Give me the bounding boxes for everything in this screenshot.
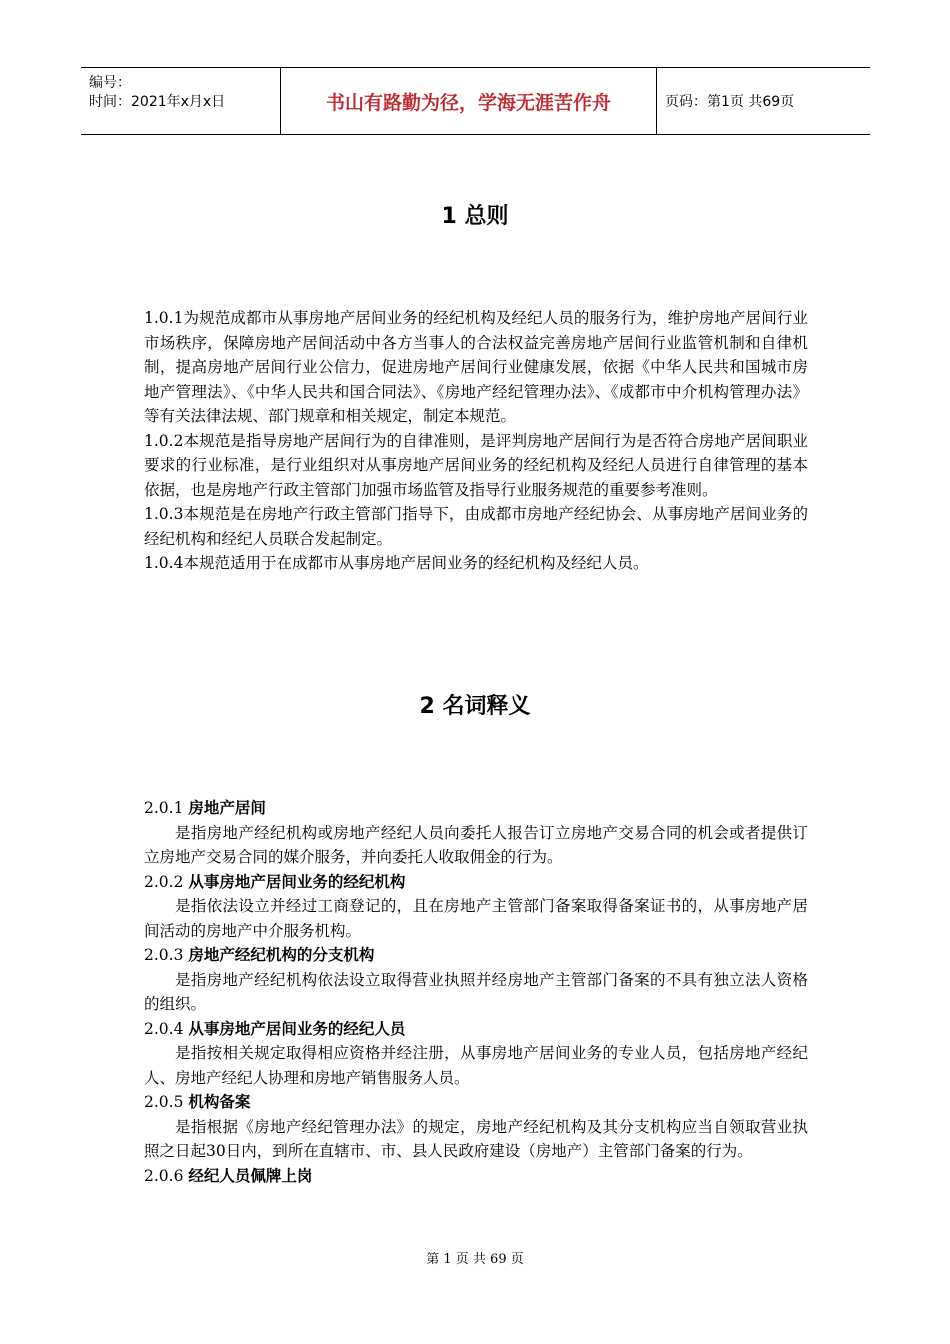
term-number: 2.0.6 xyxy=(144,1166,184,1185)
term-number: 2.0.3 xyxy=(144,946,184,964)
term-number: 2.0.5 xyxy=(144,1093,184,1111)
header-meta xyxy=(81,68,281,134)
section-title-2: 2 名词释义 xyxy=(419,694,531,719)
term-name: 从事房地产居间业务的经纪机构 xyxy=(188,872,406,891)
term-heading xyxy=(144,1164,808,1189)
page-footer: 第 1 页 共 69 页 xyxy=(426,1252,524,1267)
time-label: 时间：2021年x月x日 xyxy=(89,94,226,110)
term-heading xyxy=(144,1090,808,1115)
paragraph-1-0-1: 1.0.1为规范成都市从事房地产居间业务的经纪机构及经纪人员的服务行为，维护房地产居间行业市场秩序，保障房地产居间活动中各方当事人的合法权益完善房地产居间行业监管机制和自律机制，提高房地产居间行业公信力，促进房地产居间行业健康发展，依据《中华人民共和国城市房地产管理法》、《中华人民共和国合同法》、《房地产经纪管理办法》、《成都市中介机构管理办法》等有关法律法规、部门规章和相关规定，制定本规范。 xyxy=(144,309,808,425)
section-title-1: 1 总则 xyxy=(441,204,509,229)
term-heading xyxy=(144,943,808,968)
term-name: 房地产经纪机构的分支机构 xyxy=(188,946,375,964)
section-1-body xyxy=(144,306,808,576)
header-page-label: 页码：第1页 共69页 xyxy=(665,94,795,110)
term-definition: 是指房地产经纪机构或房地产经纪人员向委托人报告订立房地产交易合同的机会或者提供订立房地产交易合同的媒介服务，并向委托人收取佣金的行为。 xyxy=(144,823,808,866)
term-heading xyxy=(144,1017,808,1042)
paragraph-1-0-3: 1.0.3本规范是在房地产行政主管部门指导下，由成都市房地产经纪协会、从事房地产居间业务的经纪机构和经纪人员联合发起制定。 xyxy=(144,505,808,548)
term-number: 2.0.4 xyxy=(144,1019,184,1038)
page-header xyxy=(81,67,870,135)
term-definition: 是指依法设立并经过工商登记的，且在房地产主管部门备案取得备案证书的，从事房地产居间活动的房地产中介服务机构。 xyxy=(144,897,808,940)
term-name: 经纪人员佩牌上岗 xyxy=(188,1166,313,1185)
paragraph-1-0-2: 1.0.2本规范是指导房地产居间行为的自律准则，是评判房地产居间行为是否符合房地产居间职业要求的行业标准，是行业组织对从事房地产居间业务的经纪机构及经纪人员进行自律管理的基本依据，也是房地产行政主管部门加强市场监管及指导行业服务规范的重要参考准则。 xyxy=(144,431,808,499)
term-definition: 是指房地产经纪机构依法设立取得营业执照并经房地产主管部门备案的不具有独立法人资格的组织。 xyxy=(144,970,808,1013)
paragraph-1-0-4: 1.0.4本规范适用于在成都市从事房地产居间业务的经纪机构及经纪人员。 xyxy=(144,554,649,572)
section-2-body xyxy=(144,796,808,1188)
term-name: 从事房地产居间业务的经纪人员 xyxy=(188,1019,406,1038)
term-number: 2.0.2 xyxy=(144,872,184,891)
term-heading xyxy=(144,870,808,895)
header-motto: 书山有路勤为径，学海无涯苦作舟 xyxy=(281,68,657,134)
term-name: 机构备案 xyxy=(188,1093,251,1111)
number-label: 编号： xyxy=(89,75,131,91)
term-name: 房地产居间 xyxy=(188,799,266,817)
term-definition: 是指根据《房地产经纪管理办法》的规定，房地产经纪机构及其分支机构应当自领取营业执照之日起30日内，到所在直辖市、市、县人民政府建设（房地产）主管部门备案的行为。 xyxy=(144,1117,808,1160)
term-heading xyxy=(144,796,808,821)
term-definition: 是指按相关规定取得相应资格并经注册，从事房地产居间业务的专业人员，包括房地产经纪人、房地产经纪人协理和房地产销售服务人员。 xyxy=(144,1044,808,1087)
term-number: 2.0.1 xyxy=(144,799,184,817)
